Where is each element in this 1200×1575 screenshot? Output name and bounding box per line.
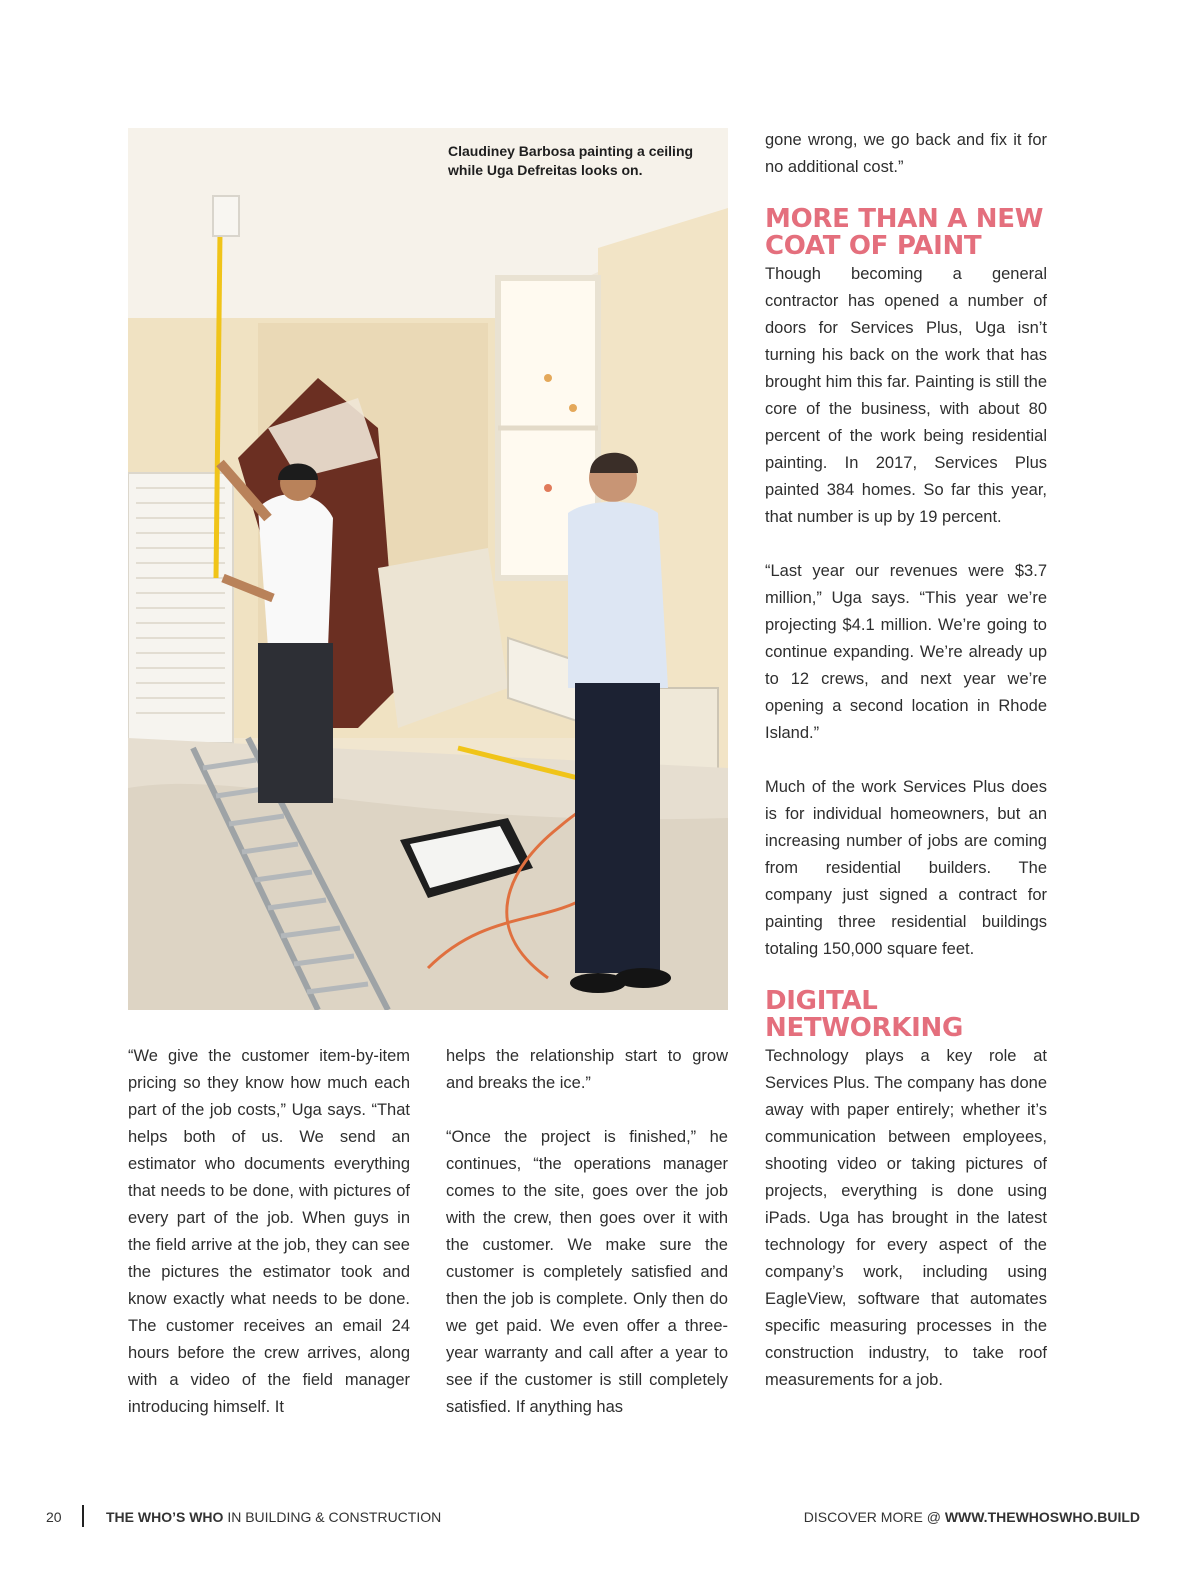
paragraph: Much of the work Services Plus does is for individual homeowners, but an increasing number of jobs are coming from residential builders. The company just signed a contract for painting three residential buildings totaling 150,000 square feet.: [765, 778, 1047, 958]
paragraph: Technology plays a key role at Services Plus. The company has done away with paper entirely; whether it’s communication between employees, shooting video or taking pictures of projects, everything is done using iPads. Uga has brought in the latest technology for every aspect of the company’s work, including using EagleView, software that automates specific measuring processes in the construction industry, to take roof measurements for a job.: [765, 1047, 1047, 1389]
article-column-3-tech: [765, 1043, 1047, 1394]
publication-name-rest: IN BUILDING & CONSTRUCTION: [223, 1509, 442, 1525]
caption-line-2: while Uga Defreitas looks on.: [448, 162, 643, 178]
section-heading-digital-networking: [765, 988, 1055, 1042]
article-column-1: [128, 1043, 410, 1421]
caption-line-1: Claudiney Barbosa painting a ceiling: [448, 143, 694, 159]
photo-illustration: [128, 128, 728, 1010]
paragraph: helps the relationship start to grow and breaks the ice.”: [446, 1047, 728, 1092]
article-column-2: [446, 1043, 728, 1421]
article-column-3-intro: [765, 127, 1047, 181]
page-number: 20: [46, 1509, 62, 1525]
section-heading-coat-of-paint: [765, 206, 1055, 260]
photo-caption: [448, 142, 718, 180]
heading-line: NETWORKING: [765, 1013, 963, 1043]
publication-name: [106, 1509, 441, 1525]
discover-label: DISCOVER MORE @: [803, 1509, 945, 1525]
heading-line: MORE THAN A NEW: [765, 204, 1044, 234]
article-photo: [128, 128, 728, 1010]
discover-more: [804, 1509, 1140, 1525]
heading-line: DIGITAL: [765, 986, 878, 1016]
page-footer: [0, 1500, 1200, 1532]
paragraph: “Last year our revenues were $3.7 million,” Uga says. “This year we’re projecting $4.1 million. We’re going to continue expanding. We’re already up to 12 crews, and next year we’re opening a second location in Rhode Island.”: [765, 562, 1047, 742]
paragraph: gone wrong, we go back and fix it for no additional cost.”: [765, 131, 1047, 176]
website-link[interactable]: WWW.THEWHOSWHO.BUILD: [944, 1509, 1140, 1525]
heading-line: COAT OF PAINT: [765, 231, 982, 261]
paragraph: “Once the project is finished,” he continues, “the operations manager comes to the site, goes over the job with the crew, then goes over it with the customer. We make sure the customer is completely satisfied and then the job is complete. Only then do we get paid. We even offer a three-year warranty and call after a year to see if the customer is still completely satisfied. If anything has: [446, 1128, 728, 1416]
publication-name-bold: THE WHO’S WHO: [106, 1509, 224, 1525]
paragraph: Though becoming a general contractor has opened a number of doors for Services Plus, Uga isn’t turning his back on the work that has brought him this far. Painting is still the core of the business, with about 80 percent of the work being residential painting. In 2017, Services Plus painted 384 homes. So far this year, that number is up by 19 percent.: [765, 265, 1047, 526]
article-column-3-body: [765, 261, 1047, 963]
paragraph: “We give the customer item-by-item pricing so they know how much each part of the job costs,” Uga says. “That helps both of us. We send an estimator who documents everything that needs to be done, with pictures of every part of the job. When guys in the field arrive at the job, they can see the pictures the estimator took and know exactly what needs to be done. The customer receives an email 24 hours before the crew arrives, along with a video of the field manager introducing himself. It: [128, 1047, 410, 1416]
footer-divider: [82, 1505, 84, 1527]
